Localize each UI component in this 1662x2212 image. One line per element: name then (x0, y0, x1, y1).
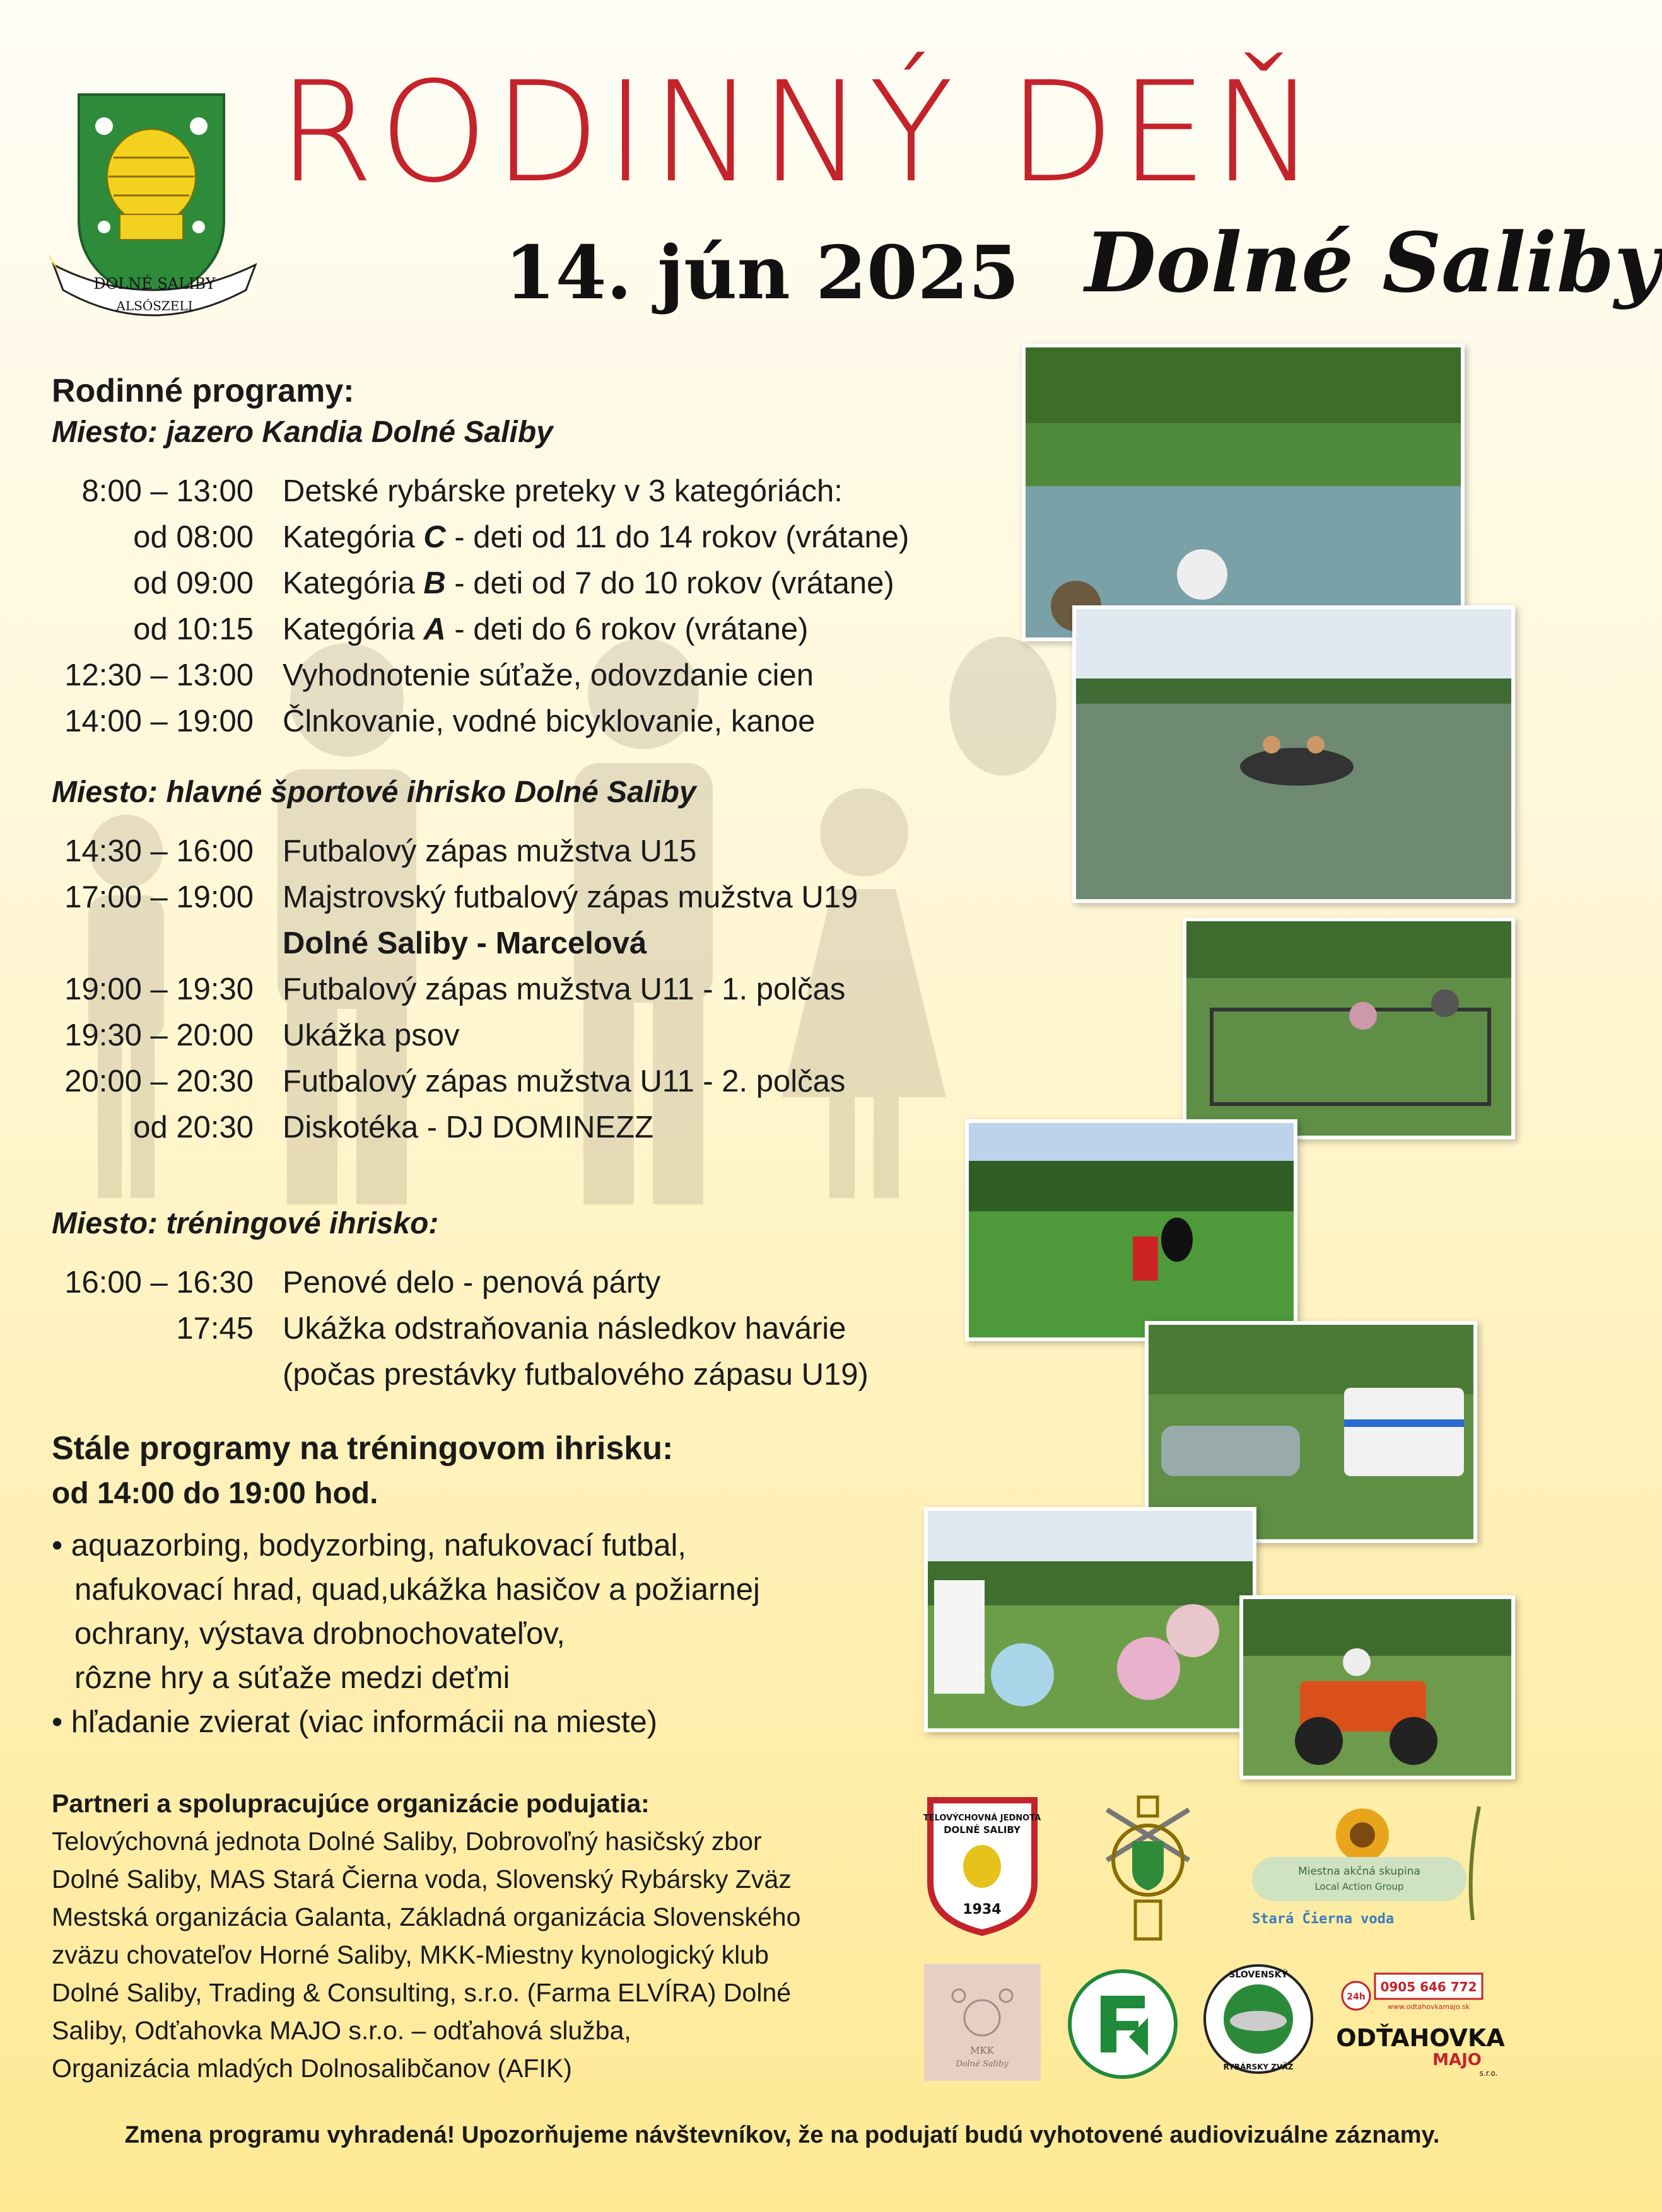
location-training-pitch: Miesto: tréningové ihrisko: (52, 1207, 439, 1240)
crest-label-hu: ALSÓSZELI (116, 298, 193, 313)
program-row: od 08:00 Kategória C - deti od 11 do 14 rokov (vrátane) (133, 520, 910, 554)
svg-text:Local Action Group: Local Action Group (1314, 1881, 1404, 1892)
svg-text:TELOVÝCHOVNÁ JEDNOTA: TELOVÝCHOVNÁ JEDNOTA (923, 1813, 1041, 1823)
svg-text:www.odtahovkamajo.sk: www.odtahovkamajo.sk (1387, 2003, 1470, 2011)
program-list (52, 372, 998, 1744)
svg-text:DOLNÉ SALIBY: DOLNÉ SALIBY (944, 1824, 1021, 1836)
poster-title: RODINNÝ DEŇ (278, 52, 1321, 213)
svg-text:Stará Čierna voda: Stará Čierna voda (1252, 1911, 1395, 1927)
svg-text:SLOVENSKÝ: SLOVENSKÝ (1229, 1970, 1288, 1980)
event-date: 14. jún 2025 (505, 230, 1020, 316)
partners-line: Mestská organizácia Galanta, Základná organizácia Slovenského (52, 1902, 801, 1931)
partners-heading: Partneri a spolupracujúce organizácie podujatia: (52, 1789, 650, 1818)
svg-text:0905 646 772: 0905 646 772 (1380, 1979, 1477, 1994)
fire-brigade-logo-icon (1094, 1791, 1202, 1942)
mkk-logo-icon (924, 1964, 1041, 2081)
photo-boating (1072, 605, 1515, 903)
svg-text:Dolné Saliby: Dolné Saliby (956, 2059, 1009, 2069)
partners-line: Dolné Saliby, Trading & Consulting, s.r.o. (Farma ELVÍRA) Dolné (52, 1978, 792, 2007)
program-row: Dolné Saliby - Marcelová (283, 926, 647, 960)
partners-line: Organizácia mladých Dolnosalibčanov (AFIK) (52, 2054, 572, 2083)
program-row: 14:30 – 16:00 Futbalový zápas mužstva U15 (64, 834, 697, 868)
event-place: Dolné Saliby (1085, 214, 1662, 311)
partners-line: zväzu chovateľov Horné Saliby, MKK-Miestny kynologický klub (52, 1940, 769, 1969)
list-item: nafukovací hrad, quad,ukážka hasičov a požiarnej (74, 1573, 760, 1607)
crest-label: DOLNÉ SALIBY (93, 275, 216, 293)
photo-bubble-football (924, 1507, 1256, 1732)
partners-line: Telovýchovná jednota Dolné Saliby, Dobrovoľný hasičský zbor (52, 1827, 762, 1856)
location-lake: Miesto: jazero Kandia Dolné Saliby (52, 416, 553, 449)
srz-logo-icon (1202, 1961, 1315, 2078)
svg-text:MAJO: MAJO (1432, 2051, 1482, 2069)
partners-line: Saliby, Odťahovka MAJO s.r.o. – odťahová služba, (52, 2016, 631, 2045)
disclaimer-footer: Zmena programu vyhradená! Upozorňujeme návštevníkov, že na podujatí budú vyhotovené audiovizuálne záznamy. (124, 2122, 1440, 2148)
program-row: od 10:15 Kategória A - deti do 6 rokov (vrátane) (133, 612, 809, 646)
photo-fishing (1022, 344, 1465, 641)
program-row: 20:00 – 20:30 Futbalový zápas mužstva U11 - 2. polčas (64, 1064, 846, 1098)
section-heading-family: Rodinné programy: (52, 373, 354, 409)
partners-block (52, 1784, 922, 2087)
program-row: 17:00 – 19:00 Majstrovský futbalový zápas mužstva U19 (64, 880, 858, 914)
majo-towing-logo-icon (1337, 1967, 1504, 2081)
list-item: • hľadanie zvierat (viac informácii na mieste) (52, 1705, 658, 1739)
program-row: 12:30 – 13:00 Vyhodnotenie súťaže, odovzdanie cien (64, 658, 814, 692)
tj-logo-icon (924, 1794, 1041, 1936)
program-row: 14:00 – 19:00 Člnkovanie, vodné bicyklovanie, kanoe (64, 704, 816, 738)
program-row: (počas prestávky futbalového zápasu U19) (283, 1358, 869, 1392)
svg-text:24h: 24h (1347, 1992, 1366, 2002)
svg-text:Miestna akčná skupina: Miestna akčná skupina (1298, 1865, 1420, 1878)
program-row: 19:30 – 20:00 Ukážka psov (64, 1018, 460, 1052)
svg-text:MKK: MKK (970, 2045, 994, 2056)
svg-text:ODŤAHOVKA: ODŤAHOVKA (1336, 2024, 1505, 2052)
program-row: 8:00 – 13:00 Detské rybárske preteky v 3 kategóriách: (81, 474, 843, 508)
photo-quad (1239, 1595, 1515, 1779)
program-row: 16:00 – 16:30 Penové delo - penová párty (64, 1266, 661, 1300)
municipal-crest-icon (50, 88, 259, 322)
list-item: • aquazorbing, bodyzorbing, nafukovací futbal, (52, 1528, 686, 1563)
svg-text:1934: 1934 (963, 1902, 1002, 1918)
mas-logo-icon (1246, 1794, 1498, 1936)
permanent-list (52, 1523, 998, 1744)
svg-text:RYBÁRSKY ZVÄZ: RYBÁRSKY ZVÄZ (1223, 2063, 1294, 2071)
list-item: ochrany, výstava drobnochovateľov, (74, 1617, 565, 1651)
program-row: od 09:00 Kategória B - deti od 7 do 10 rokov (vrátane) (133, 566, 894, 600)
list-item: rôzne hry a súťaže medzi deťmi (74, 1661, 510, 1695)
section-heading-permanent: Stále programy na tréningovom ihrisku: (52, 1430, 674, 1467)
permanent-hours: od 14:00 do 19:00 hod. (52, 1477, 378, 1510)
photo-dog-show (965, 1119, 1297, 1341)
program-row: 19:00 – 19:30 Futbalový zápas mužstva U11 - 1. polčas (64, 972, 846, 1006)
svg-text:s.r.o.: s.r.o. (1479, 2069, 1498, 2078)
photo-animal-show (1183, 917, 1515, 1139)
program-row: od 20:30 Diskotéka - DJ DOMINEZZ (133, 1110, 654, 1144)
location-main-pitch: Miesto: hlavné športové ihrisko Dolné Saliby (52, 776, 696, 809)
partners-line: Dolné Saliby, MAS Stará Čierna voda, Slovenský Rybársky Zväz (52, 1865, 792, 1894)
szch-logo-icon (1066, 1967, 1179, 2081)
program-row: 17:45 Ukážka odstraňovania následkov havárie (176, 1312, 846, 1346)
